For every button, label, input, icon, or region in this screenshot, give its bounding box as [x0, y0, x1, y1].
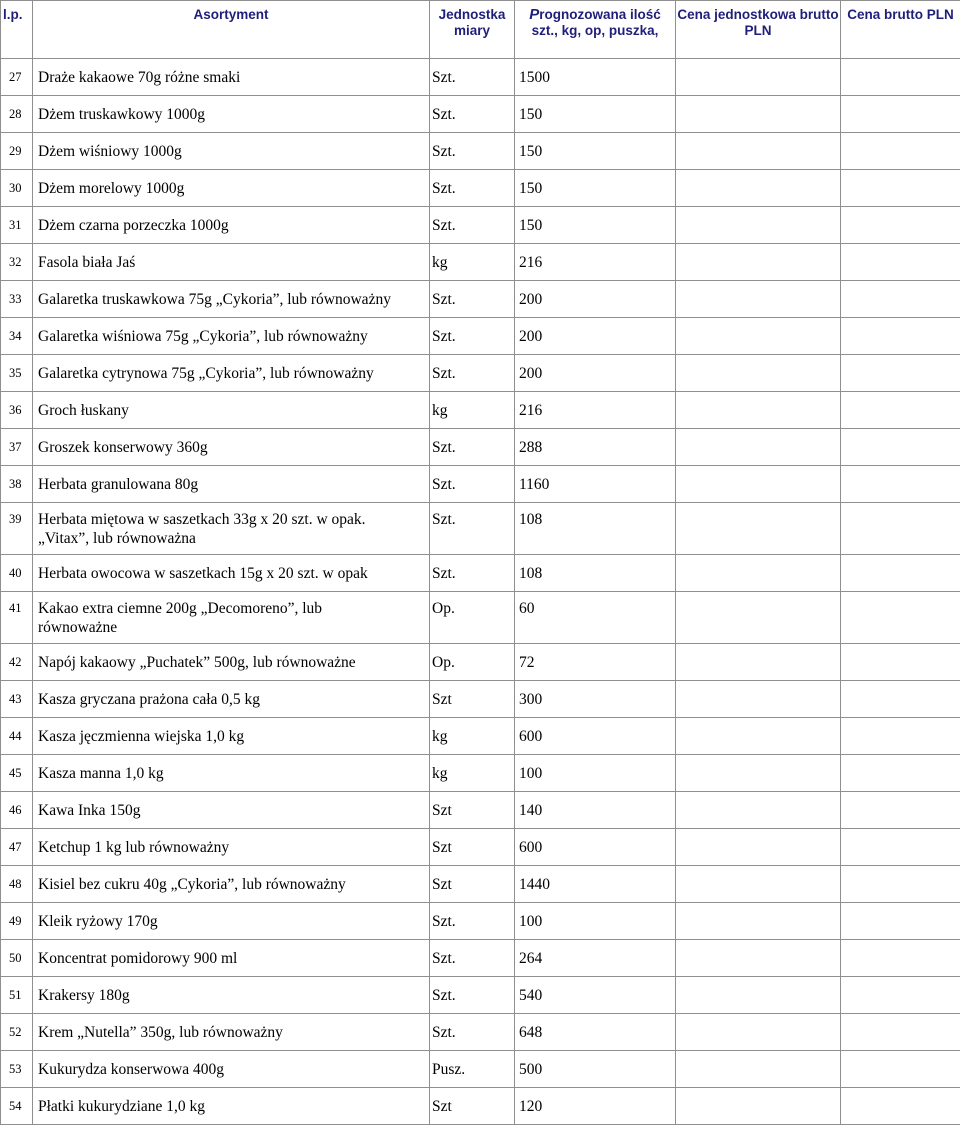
row-number: 39 — [1, 503, 33, 555]
unit-price-cell — [676, 392, 841, 429]
unit-price-cell — [676, 977, 841, 1014]
product-name-line1: Kasza jęczmienna wiejska 1,0 kg — [38, 727, 429, 746]
forecast-quantity: 1160 — [515, 466, 676, 503]
forecast-quantity: 1440 — [515, 866, 676, 903]
unit-of-measure: Szt. — [430, 59, 515, 96]
gross-price-cell — [841, 59, 960, 96]
forecast-quantity: 100 — [515, 755, 676, 792]
unit-price-cell — [676, 903, 841, 940]
unit-of-measure: Szt. — [430, 429, 515, 466]
forecast-quantity: 200 — [515, 318, 676, 355]
gross-price-cell — [841, 555, 960, 592]
product-name — [33, 503, 430, 555]
unit-price-cell — [676, 355, 841, 392]
product-name-line1: Groszek konserwowy 360g — [38, 438, 429, 457]
product-name — [33, 940, 430, 977]
forecast-quantity: 540 — [515, 977, 676, 1014]
gross-price-cell — [841, 96, 960, 133]
unit-of-measure: Szt. — [430, 133, 515, 170]
gross-price-cell — [841, 318, 960, 355]
product-name — [33, 133, 430, 170]
gross-price-cell — [841, 792, 960, 829]
table-row — [1, 133, 960, 170]
row-number: 47 — [1, 829, 33, 866]
table-row — [1, 281, 960, 318]
row-number: 53 — [1, 1051, 33, 1088]
table-row — [1, 718, 960, 755]
product-name — [33, 792, 430, 829]
product-name — [33, 170, 430, 207]
unit-of-measure: Szt. — [430, 281, 515, 318]
table-row — [1, 903, 960, 940]
product-name-line1: Kisiel bez cukru 40g „Cykoria”, lub równoważny — [38, 875, 429, 894]
product-name-line1: Kakao extra ciemne 200g „Decomoreno”, lub — [38, 599, 429, 618]
unit-price-cell — [676, 592, 841, 644]
forecast-quantity: 150 — [515, 207, 676, 244]
row-number: 40 — [1, 555, 33, 592]
gross-price-cell — [841, 429, 960, 466]
table-row — [1, 355, 960, 392]
product-name — [33, 829, 430, 866]
table-row — [1, 466, 960, 503]
unit-of-measure: Szt. — [430, 503, 515, 555]
table-row — [1, 392, 960, 429]
product-name — [33, 644, 430, 681]
product-name-line1: Krakersy 180g — [38, 986, 429, 1005]
row-number: 49 — [1, 903, 33, 940]
unit-price-cell — [676, 940, 841, 977]
row-number: 28 — [1, 96, 33, 133]
header-cena-brutto: Cena brutto PLN — [841, 1, 960, 59]
unit-of-measure: Op. — [430, 592, 515, 644]
unit-price-cell — [676, 1088, 841, 1125]
gross-price-cell — [841, 1051, 960, 1088]
unit-of-measure: Szt. — [430, 977, 515, 1014]
unit-price-cell — [676, 1051, 841, 1088]
forecast-quantity: 264 — [515, 940, 676, 977]
table-row — [1, 792, 960, 829]
header-lp: l.p. — [1, 1, 33, 59]
unit-of-measure: Szt. — [430, 555, 515, 592]
unit-price-cell — [676, 792, 841, 829]
unit-of-measure: kg — [430, 392, 515, 429]
product-name-line1: Kukurydza konserwowa 400g — [38, 1060, 429, 1079]
forecast-quantity: 60 — [515, 592, 676, 644]
unit-price-cell — [676, 170, 841, 207]
row-number: 33 — [1, 281, 33, 318]
product-name-line1: Kasza manna 1,0 kg — [38, 764, 429, 783]
unit-of-measure: Szt. — [430, 207, 515, 244]
row-number: 44 — [1, 718, 33, 755]
forecast-quantity: 648 — [515, 1014, 676, 1051]
unit-of-measure: Szt — [430, 829, 515, 866]
unit-of-measure: Szt. — [430, 940, 515, 977]
forecast-quantity: 600 — [515, 718, 676, 755]
product-name — [33, 718, 430, 755]
table-row — [1, 866, 960, 903]
gross-price-cell — [841, 466, 960, 503]
forecast-quantity: 108 — [515, 555, 676, 592]
row-number: 41 — [1, 592, 33, 644]
product-name-line2: „Vitax”, lub równoważna — [38, 529, 429, 548]
gross-price-cell — [841, 244, 960, 281]
forecast-quantity: 500 — [515, 1051, 676, 1088]
unit-of-measure: kg — [430, 244, 515, 281]
product-name — [33, 1014, 430, 1051]
forecast-quantity: 100 — [515, 903, 676, 940]
table-row — [1, 429, 960, 466]
product-name — [33, 866, 430, 903]
gross-price-cell — [841, 940, 960, 977]
table-row — [1, 644, 960, 681]
product-name-line1: Dżem czarna porzeczka 1000g — [38, 216, 429, 235]
unit-of-measure: kg — [430, 718, 515, 755]
product-name-line1: Galaretka cytrynowa 75g „Cykoria”, lub równoważny — [38, 364, 429, 383]
header-prognozowana: Prognozowana ilość szt., kg, op, puszka, — [515, 1, 676, 59]
table-row — [1, 977, 960, 1014]
unit-price-cell — [676, 644, 841, 681]
unit-price-cell — [676, 555, 841, 592]
product-name-line1: Herbata owocowa w saszetkach 15g x 20 szt. w opak — [38, 564, 429, 583]
product-name — [33, 1051, 430, 1088]
table-row — [1, 244, 960, 281]
unit-price-cell — [676, 718, 841, 755]
unit-of-measure: Szt — [430, 1088, 515, 1125]
product-name-line1: Groch łuskany — [38, 401, 429, 420]
product-name-line1: Kleik ryżowy 170g — [38, 912, 429, 931]
unit-price-cell — [676, 96, 841, 133]
gross-price-cell — [841, 1088, 960, 1125]
product-name — [33, 392, 430, 429]
unit-price-cell — [676, 318, 841, 355]
product-name — [33, 96, 430, 133]
row-number: 50 — [1, 940, 33, 977]
row-number: 32 — [1, 244, 33, 281]
table-row — [1, 681, 960, 718]
row-number: 30 — [1, 170, 33, 207]
table-header-row — [1, 1, 960, 59]
row-number: 29 — [1, 133, 33, 170]
unit-price-cell — [676, 503, 841, 555]
forecast-quantity: 216 — [515, 392, 676, 429]
unit-of-measure: Szt. — [430, 355, 515, 392]
unit-of-measure: Szt — [430, 681, 515, 718]
row-number: 54 — [1, 1088, 33, 1125]
table-row — [1, 503, 960, 555]
unit-of-measure: Szt — [430, 792, 515, 829]
gross-price-cell — [841, 207, 960, 244]
product-name-line1: Fasola biała Jaś — [38, 253, 429, 272]
product-name — [33, 977, 430, 1014]
gross-price-cell — [841, 355, 960, 392]
row-number: 48 — [1, 866, 33, 903]
unit-of-measure: Szt. — [430, 466, 515, 503]
gross-price-cell — [841, 755, 960, 792]
forecast-quantity: 1500 — [515, 59, 676, 96]
gross-price-cell — [841, 592, 960, 644]
product-name — [33, 466, 430, 503]
table-row — [1, 318, 960, 355]
unit-price-cell — [676, 829, 841, 866]
unit-price-cell — [676, 59, 841, 96]
table-row — [1, 207, 960, 244]
product-name — [33, 355, 430, 392]
forecast-quantity: 150 — [515, 96, 676, 133]
forecast-quantity: 72 — [515, 644, 676, 681]
product-name-line1: Herbata granulowana 80g — [38, 475, 429, 494]
product-name — [33, 318, 430, 355]
forecast-quantity: 216 — [515, 244, 676, 281]
unit-price-cell — [676, 466, 841, 503]
forecast-quantity: 140 — [515, 792, 676, 829]
unit-price-cell — [676, 281, 841, 318]
row-number: 45 — [1, 755, 33, 792]
header-jednostka: Jednostka miary — [430, 1, 515, 59]
table-row — [1, 59, 960, 96]
row-number: 34 — [1, 318, 33, 355]
gross-price-cell — [841, 903, 960, 940]
table-row — [1, 170, 960, 207]
table-row — [1, 1014, 960, 1051]
gross-price-cell — [841, 281, 960, 318]
unit-of-measure: kg — [430, 755, 515, 792]
forecast-quantity: 300 — [515, 681, 676, 718]
unit-price-cell — [676, 755, 841, 792]
unit-price-cell — [676, 244, 841, 281]
row-number: 52 — [1, 1014, 33, 1051]
unit-of-measure: Szt. — [430, 96, 515, 133]
table-row — [1, 755, 960, 792]
product-name — [33, 244, 430, 281]
gross-price-cell — [841, 866, 960, 903]
product-name — [33, 903, 430, 940]
gross-price-cell — [841, 977, 960, 1014]
product-name-line1: Herbata miętowa w saszetkach 33g x 20 szt. w opak. — [38, 510, 429, 529]
row-number: 27 — [1, 59, 33, 96]
gross-price-cell — [841, 170, 960, 207]
product-name — [33, 681, 430, 718]
product-name-line1: Koncentrat pomidorowy 900 ml — [38, 949, 429, 968]
product-name — [33, 1088, 430, 1125]
forecast-quantity: 150 — [515, 170, 676, 207]
unit-of-measure: Pusz. — [430, 1051, 515, 1088]
table-row — [1, 1051, 960, 1088]
unit-price-cell — [676, 866, 841, 903]
row-number: 38 — [1, 466, 33, 503]
gross-price-cell — [841, 392, 960, 429]
product-name-line1: Dżem wiśniowy 1000g — [38, 142, 429, 161]
table-row — [1, 940, 960, 977]
forecast-quantity: 600 — [515, 829, 676, 866]
row-number: 51 — [1, 977, 33, 1014]
table-row — [1, 555, 960, 592]
unit-of-measure: Szt. — [430, 318, 515, 355]
gross-price-cell — [841, 681, 960, 718]
unit-of-measure: Szt — [430, 866, 515, 903]
gross-price-cell — [841, 644, 960, 681]
gross-price-cell — [841, 133, 960, 170]
forecast-quantity: 288 — [515, 429, 676, 466]
row-number: 43 — [1, 681, 33, 718]
unit-price-cell — [676, 429, 841, 466]
product-name — [33, 207, 430, 244]
gross-price-cell — [841, 718, 960, 755]
forecast-quantity: 120 — [515, 1088, 676, 1125]
header-cena-jednostkowa: Cena jednostkowa brutto PLN — [676, 1, 841, 59]
gross-price-cell — [841, 1014, 960, 1051]
row-number: 42 — [1, 644, 33, 681]
product-name — [33, 59, 430, 96]
table-row — [1, 96, 960, 133]
unit-price-cell — [676, 133, 841, 170]
product-name-line1: Dżem truskawkowy 1000g — [38, 105, 429, 124]
forecast-quantity: 200 — [515, 355, 676, 392]
header-asortyment: Asortyment — [33, 1, 430, 59]
row-number: 35 — [1, 355, 33, 392]
gross-price-cell — [841, 503, 960, 555]
unit-of-measure: Op. — [430, 644, 515, 681]
product-name — [33, 755, 430, 792]
row-number: 36 — [1, 392, 33, 429]
product-name-line2: równoważne — [38, 618, 429, 637]
product-name-line1: Ketchup 1 kg lub równoważny — [38, 838, 429, 857]
row-number: 46 — [1, 792, 33, 829]
product-name — [33, 281, 430, 318]
product-name-line1: Galaretka truskawkowa 75g „Cykoria”, lub równoważny — [38, 290, 429, 309]
forecast-quantity: 200 — [515, 281, 676, 318]
product-name-line1: Płatki kukurydziane 1,0 kg — [38, 1097, 429, 1116]
row-number: 31 — [1, 207, 33, 244]
product-name-line1: Krem „Nutella” 350g, lub równoważny — [38, 1023, 429, 1042]
unit-of-measure: Szt. — [430, 170, 515, 207]
unit-price-cell — [676, 681, 841, 718]
table-row — [1, 1088, 960, 1125]
product-name-line1: Draże kakaowe 70g różne smaki — [38, 68, 429, 87]
product-name — [33, 592, 430, 644]
forecast-quantity: 150 — [515, 133, 676, 170]
unit-price-cell — [676, 207, 841, 244]
product-name-line1: Kawa Inka 150g — [38, 801, 429, 820]
unit-of-measure: Szt. — [430, 903, 515, 940]
product-name-line1: Galaretka wiśniowa 75g „Cykoria”, lub równoważny — [38, 327, 429, 346]
product-name-line1: Napój kakaowy „Puchatek” 500g, lub równoważne — [38, 653, 429, 672]
row-number: 37 — [1, 429, 33, 466]
product-name — [33, 555, 430, 592]
table-row — [1, 592, 960, 644]
forecast-quantity: 108 — [515, 503, 676, 555]
product-name — [33, 429, 430, 466]
unit-of-measure: Szt. — [430, 1014, 515, 1051]
product-name-line1: Kasza gryczana prażona cała 0,5 kg — [38, 690, 429, 709]
table-row — [1, 829, 960, 866]
product-name-line1: Dżem morelowy 1000g — [38, 179, 429, 198]
gross-price-cell — [841, 829, 960, 866]
unit-price-cell — [676, 1014, 841, 1051]
